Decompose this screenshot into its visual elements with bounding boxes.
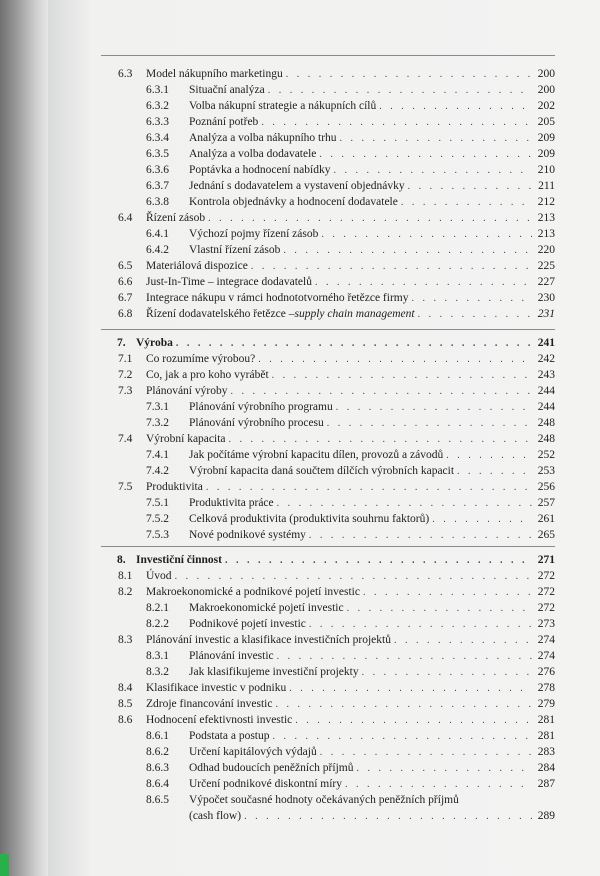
toc-entry-7-5[interactable]: 7.5 Produktivita . . . 256	[0, 479, 600, 495]
toc-chapter-8[interactable]: 8. Investiční činnost . . . 271	[0, 552, 600, 568]
toc-entry-8-3[interactable]: 8.3 Plánování investic a klasifikace investičních projektů . . . 274	[0, 632, 600, 648]
toc-entry-6-3-7[interactable]: 6.3.7 Jednání s dodavatelem a vystavení objednávky . . . 211	[0, 178, 600, 194]
toc-entry-6-3-2[interactable]: 6.3.2 Volba nákupní strategie a nákupních cílů . . . 202	[0, 98, 600, 114]
toc-entry-8-3-1[interactable]: 8.3.1 Plánování investic . . . 274	[0, 648, 600, 664]
toc-entry-8-6-2[interactable]: 8.6.2 Určení kapitálových výdajů . . . 283	[0, 744, 600, 760]
toc-entry-6-3-1[interactable]: 6.3.1 Situační analýza . . . 200	[0, 82, 600, 98]
toc-entry-7-4-2[interactable]: 7.4.2 Výrobní kapacita daná součtem dílčích výrobních kapacit . . . 253	[0, 463, 600, 479]
toc-entry-8-6-5-continued[interactable]: (cash flow) . . . 289	[0, 808, 600, 824]
toc-entry-6-3-6[interactable]: 6.3.6 Poptávka a hodnocení nabídky . . . 210	[0, 162, 600, 178]
toc-entry-8-6-3[interactable]: 8.6.3 Odhad budoucích peněžních příjmů . . . 284	[0, 760, 600, 776]
toc-entry-6-4-2[interactable]: 6.4.2 Vlastní řízení zásob . . . 220	[0, 242, 600, 258]
toc-entry-7-4[interactable]: 7.4 Výrobní kapacita . . . 248	[0, 431, 600, 447]
toc-entry-7-3-2[interactable]: 7.3.2 Plánování výrobního procesu . . . 248	[0, 415, 600, 431]
toc-entry-8-6[interactable]: 8.6 Hodnocení efektivnosti investic . . . 281	[0, 712, 600, 728]
toc-entry-8-6-5[interactable]: 8.6.5 Výpočet současné hodnoty očekávaných peněžních příjmů	[146, 794, 459, 806]
toc-entry-6-8[interactable]: 6.8 Řízení dodavatelského řetězce – supply chain management . . . 231	[0, 306, 600, 322]
toc-entry-6-5[interactable]: 6.5 Materiálová dispozice . . . 225	[0, 258, 600, 274]
toc-entry-7-4-1[interactable]: 7.4.1 Jak počítáme výrobní kapacitu dílen, provozů a závodů . . . 252	[0, 447, 600, 463]
toc-entry-8-3-2[interactable]: 8.3.2 Jak klasifikujeme investiční projekty . . . 276	[0, 664, 600, 680]
toc-chapter-7[interactable]: 7. Výroba . . . 241	[0, 335, 600, 351]
toc-entry-8-4[interactable]: 8.4 Klasifikace investic v podniku . . . 278	[0, 680, 600, 696]
toc-entry-7-5-3[interactable]: 7.5.3 Nové podnikové systémy . . . 265	[0, 527, 600, 543]
toc-entry-7-3-1[interactable]: 7.3.1 Plánování výrobního programu . . . 244	[0, 399, 600, 415]
toc-entry-8-2-1[interactable]: 8.2.1 Makroekonomické pojetí investic . . . 272	[0, 600, 600, 616]
toc-entry-7-5-2[interactable]: 7.5.2 Celková produktivita (produktivita souhrnu faktorů) . . . 261	[0, 511, 600, 527]
toc-entry-7-3[interactable]: 7.3 Plánování výroby . . . 244	[0, 383, 600, 399]
toc-entry-7-5-1[interactable]: 7.5.1 Produktivita práce . . . 257	[0, 495, 600, 511]
toc-entry-8-2[interactable]: 8.2 Makroekonomické a podnikové pojetí investic . . . 272	[0, 584, 600, 600]
toc-entry-6-3-5[interactable]: 6.3.5 Analýza a volba dodavatele . . . 209	[0, 146, 600, 162]
toc-entry-6-3-4[interactable]: 6.3.4 Analýza a volba nákupního trhu . . . 209	[0, 130, 600, 146]
toc-entry-6-4[interactable]: 6.4 Řízení zásob . . . 213	[0, 210, 600, 226]
toc-entry-8-2-2[interactable]: 8.2.2 Podnikové pojetí investic . . . 273	[0, 616, 600, 632]
toc-entry-6-6[interactable]: 6.6 Just-In-Time – integrace dodavatelů . . . 227	[0, 274, 600, 290]
toc-entry-7-1[interactable]: 7.1 Co rozumíme výrobou? . . . 242	[0, 351, 600, 367]
toc-entry-6-4-1[interactable]: 6.4.1 Výchozí pojmy řízení zásob . . . 213	[0, 226, 600, 242]
toc-entry-8-6-4[interactable]: 8.6.4 Určení podnikové diskontní míry . . . 287	[0, 776, 600, 792]
chapter-rule	[101, 546, 555, 547]
toc-entry-8-5[interactable]: 8.5 Zdroje financování investic . . . 279	[0, 696, 600, 712]
toc-entry-8-1[interactable]: 8.1 Úvod . . . 272	[0, 568, 600, 584]
toc-entry-6-7[interactable]: 6.7 Integrace nákupu v rámci hodnototvorného řetězce firmy . . . 230	[0, 290, 600, 306]
toc-entry-7-2[interactable]: 7.2 Co, jak a pro koho vyrábět . . . 243	[0, 367, 600, 383]
toc-entry-8-6-1[interactable]: 8.6.1 Podstata a postup . . . 281	[0, 728, 600, 744]
chapter-rule	[101, 329, 555, 330]
toc-entry-6-3[interactable]: 6.3 Model nákupního marketingu . . . 200	[0, 66, 600, 82]
toc-entry-6-3-8[interactable]: 6.3.8 Kontrola objednávky a hodnocení dodavatele . . . 212	[0, 194, 600, 210]
toc-entry-6-3-3[interactable]: 6.3.3 Poznání potřeb . . . 205	[0, 114, 600, 130]
